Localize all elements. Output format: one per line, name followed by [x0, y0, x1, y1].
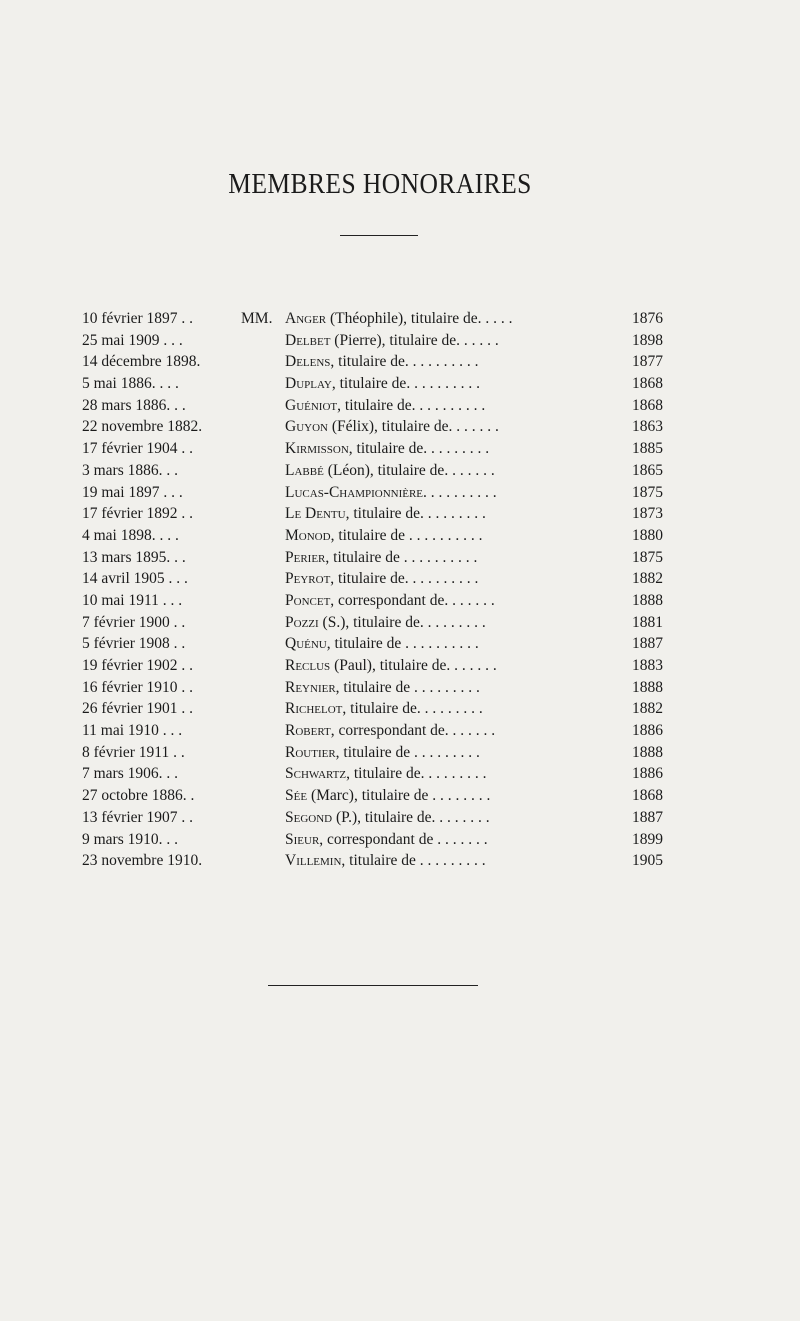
election-date: 13 mars 1895. . .: [82, 548, 186, 566]
election-date: 23 novembre 1910.: [82, 852, 203, 870]
member-name: [285, 763, 620, 784]
member-title: , titulaire de. . . . . . . . . .: [330, 570, 479, 588]
title-rule: [340, 235, 418, 236]
member-row: [0, 547, 800, 569]
member-row: [0, 503, 800, 525]
member-year: 1883: [632, 657, 663, 674]
member-title: , titulaire de. . . . . . . . . .: [330, 353, 479, 371]
election-date: 28 mars 1886. . .: [82, 396, 186, 414]
election-date: 19 mai 1897 . . .: [82, 483, 183, 501]
member-row: [0, 655, 800, 677]
member-surname: Sée: [285, 787, 308, 805]
election-date: 25 mai 1909 . . .: [82, 331, 183, 349]
member-year: 1882: [632, 570, 663, 588]
member-year: 1882: [632, 700, 663, 718]
member-name: [285, 698, 620, 719]
election-date: 5 février 1908 . .: [82, 635, 186, 653]
election-date: 7 février 1900 . .: [82, 613, 186, 631]
member-title: , titulaire de . . . . . . . . .: [341, 852, 486, 870]
member-name: [285, 720, 620, 741]
member-row: [0, 850, 800, 872]
member-surname: Villemin: [285, 852, 342, 870]
election-date: 16 février 1910 . .: [82, 678, 194, 696]
member-name: [285, 677, 620, 698]
election-date: 13 février 1907 . .: [82, 808, 194, 826]
member-surname: Guéniot: [285, 396, 338, 414]
member-title: , titulaire de . . . . . . . . . .: [325, 548, 478, 566]
member-year: 1880: [632, 526, 663, 544]
member-name: [285, 308, 620, 329]
member-name: [285, 742, 620, 763]
member-surname: Le Dentu: [285, 505, 346, 523]
member-title: , correspondant de. . . . . . .: [330, 722, 496, 740]
member-name: [285, 330, 620, 351]
member-name: [285, 568, 620, 589]
member-row: [0, 612, 800, 634]
member-title: , titulaire de. . . . . . . . . .: [337, 396, 486, 414]
member-row: [0, 698, 800, 720]
member-year: 1898: [632, 331, 663, 349]
member-name: [285, 416, 620, 437]
member-row: [0, 590, 800, 612]
member-row: [0, 633, 800, 655]
election-date: 3 mars 1886. . .: [82, 461, 179, 479]
member-year: 1868: [632, 375, 663, 393]
member-title: (Paul), titulaire de. . . . . . .: [330, 657, 497, 674]
member-year: 1868: [632, 396, 663, 414]
election-date: 8 février 1911 . .: [82, 743, 185, 761]
member-year: 1888: [632, 591, 663, 609]
member-surname: Guyon: [285, 418, 328, 436]
page-title: MEMBRES HONORAIRES: [228, 168, 532, 200]
member-surname: Sieur: [285, 830, 320, 848]
member-surname: Reynier: [285, 678, 336, 696]
member-surname: Monod: [285, 526, 331, 544]
election-date: 10 février 1897 . .: [82, 310, 194, 327]
member-name: [285, 438, 620, 459]
member-title: , titulaire de . . . . . . . . . .: [326, 635, 479, 653]
election-date: 14 décembre 1898.: [82, 353, 201, 371]
member-row: [0, 785, 800, 807]
member-row: [0, 829, 800, 851]
member-surname: Segond: [285, 808, 333, 826]
member-year: 1877: [632, 353, 663, 371]
member-surname: Lucas-Championnière: [285, 483, 424, 501]
member-row: [0, 763, 800, 785]
member-year: 1886: [632, 765, 663, 783]
election-date: 11 mai 1910 . . .: [82, 722, 183, 740]
member-name: [285, 850, 620, 871]
member-surname: Anger: [285, 310, 327, 327]
member-title: , titulaire de. . . . . . . . . .: [331, 375, 480, 393]
election-date: 19 février 1902 . .: [82, 657, 194, 674]
member-title: , correspondant de . . . . . . .: [319, 830, 488, 848]
election-date: 10 mai 1911 . . .: [82, 591, 183, 609]
member-title: , titulaire de . . . . . . . . . .: [330, 526, 483, 544]
election-date: 14 avril 1905 . . .: [82, 570, 188, 588]
election-date: 27 octobre 1886. .: [82, 787, 195, 805]
member-surname: Delbet: [285, 331, 331, 349]
honorific-prefix: MM.: [241, 310, 273, 327]
member-title: (Théophile), titulaire de. . . . .: [326, 310, 513, 327]
member-title: (Pierre), titulaire de. . . . . .: [330, 331, 499, 349]
member-year: 1865: [632, 461, 663, 479]
election-date: 9 mars 1910. . .: [82, 830, 179, 848]
member-surname: Peyrot: [285, 570, 331, 588]
member-name: [285, 633, 620, 654]
member-title: (Marc), titulaire de . . . . . . . .: [307, 787, 491, 805]
member-surname: Duplay: [285, 375, 332, 393]
election-date: 17 février 1904 . .: [82, 440, 194, 458]
member-row: [0, 460, 800, 482]
member-surname: Pozzi: [285, 613, 319, 631]
election-date: 5 mai 1886. . . .: [82, 375, 179, 393]
member-name: [285, 503, 620, 524]
member-year: 1885: [632, 440, 663, 458]
member-name: [285, 482, 620, 503]
member-surname: Delens: [285, 353, 331, 371]
election-date: 26 février 1901 . .: [82, 700, 194, 718]
member-name: [285, 655, 620, 676]
member-surname: Perier: [285, 548, 326, 566]
member-title: (Léon), titulaire de. . . . . . .: [323, 461, 495, 479]
member-year: 1887: [632, 808, 663, 826]
member-name: [285, 807, 620, 828]
member-title: (P.), titulaire de. . . . . . . .: [332, 808, 490, 826]
member-name: [285, 590, 620, 611]
member-name: [285, 612, 620, 633]
member-surname: Routier: [285, 743, 336, 761]
member-surname: Quénu: [285, 635, 327, 653]
member-name: [285, 395, 620, 416]
member-title: , titulaire de. . . . . . . . .: [345, 505, 486, 523]
member-row: [0, 395, 800, 417]
member-surname: Schwartz: [285, 765, 347, 783]
member-row: [0, 308, 800, 330]
member-row: [0, 416, 800, 438]
member-title: (Félix), titulaire de. . . . . . .: [327, 418, 499, 436]
member-row: [0, 330, 800, 352]
election-date: 22 novembre 1882.: [82, 418, 203, 436]
member-surname: Richelot: [285, 700, 343, 718]
member-title: , titulaire de. . . . . . . . .: [342, 700, 483, 718]
member-title: , correspondant de. . . . . . .: [330, 591, 495, 609]
member-title: , titulaire de. . . . . . . . .: [346, 765, 487, 783]
member-name: [285, 829, 620, 850]
member-title: (S.), titulaire de. . . . . . . . .: [318, 613, 486, 631]
member-name: [285, 785, 620, 806]
member-title: , titulaire de . . . . . . . . .: [335, 678, 480, 696]
member-year: 1905: [632, 852, 663, 870]
member-year: 1875: [632, 548, 663, 566]
election-date: 7 mars 1906. . .: [82, 765, 179, 783]
member-year: 1888: [632, 678, 663, 696]
member-name: [285, 525, 620, 546]
member-year: 1881: [632, 613, 663, 631]
election-date: 4 mai 1898. . . .: [82, 526, 179, 544]
member-surname: Labbé: [285, 461, 324, 479]
member-row: [0, 482, 800, 504]
member-year: 1868: [632, 787, 663, 805]
closing-rule: [268, 985, 478, 986]
member-list: [0, 308, 800, 872]
member-year: 1876: [632, 310, 663, 327]
member-row: [0, 742, 800, 764]
member-name: [285, 460, 620, 481]
member-row: [0, 677, 800, 699]
member-surname: Reclus: [285, 657, 331, 674]
member-row: [0, 568, 800, 590]
member-row: [0, 373, 800, 395]
member-title: , titulaire de . . . . . . . . .: [335, 743, 480, 761]
member-year: 1886: [632, 722, 663, 740]
member-title: . . . . . . . . . .: [423, 483, 497, 501]
member-row: [0, 351, 800, 373]
member-row: [0, 438, 800, 460]
member-row: [0, 807, 800, 829]
member-year: 1888: [632, 743, 663, 761]
member-year: 1875: [632, 483, 663, 501]
member-year: 1863: [632, 418, 663, 436]
election-date: 17 février 1892 . .: [82, 505, 194, 523]
member-surname: Poncet: [285, 591, 331, 609]
member-year: 1873: [632, 505, 663, 523]
member-surname: Robert: [285, 722, 331, 740]
member-year: 1887: [632, 635, 663, 653]
member-surname: Kirmisson: [285, 440, 349, 458]
member-row: [0, 525, 800, 547]
member-name: [285, 373, 620, 394]
member-year: 1899: [632, 830, 663, 848]
member-title: , titulaire de. . . . . . . . .: [348, 440, 490, 458]
member-name: [285, 547, 620, 568]
member-name: [285, 351, 620, 372]
member-row: [0, 720, 800, 742]
